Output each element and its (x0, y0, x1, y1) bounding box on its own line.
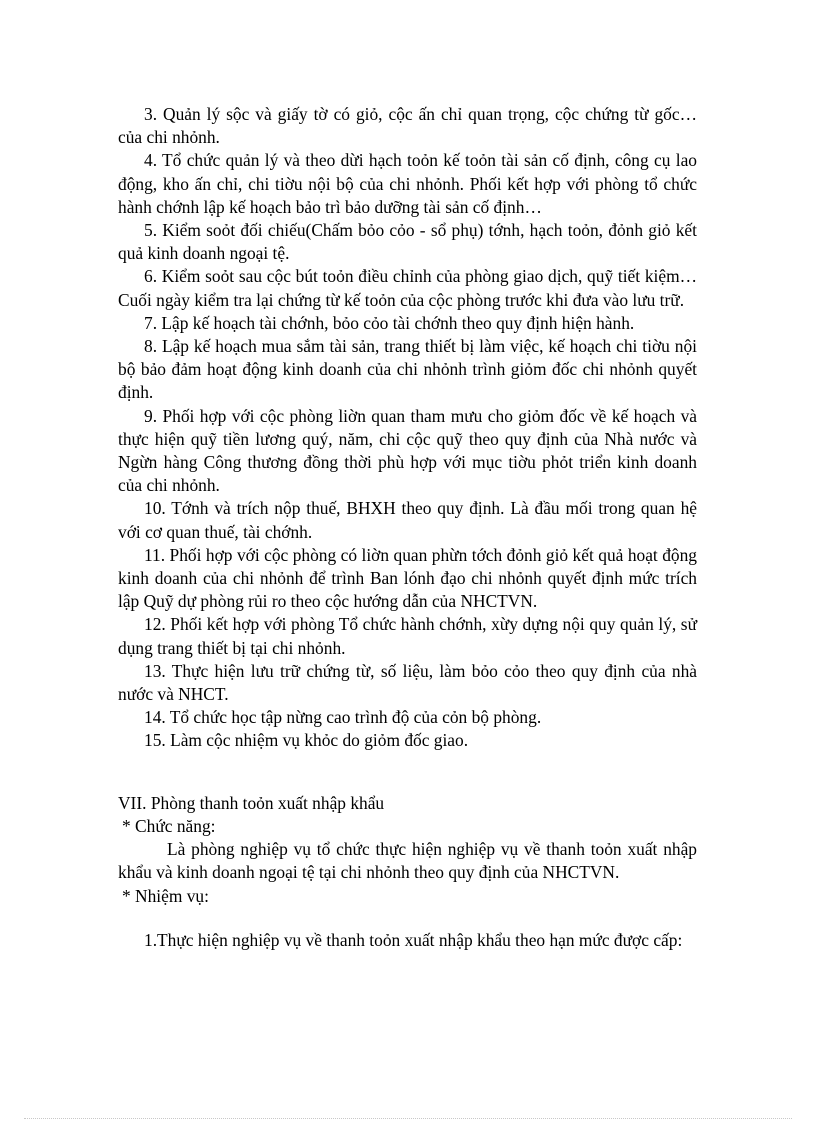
list-item: 8. Lập kế hoạch mua sắm tài sản, trang thiết bị làm việc, kế hoạch chi tiờu nội bộ bảo đảm hoạt động kinh doanh của chi nhỏnh trình giỏm đốc chi nhỏnh quyết định. (118, 336, 697, 403)
list-item: 11. Phối hợp với cộc phòng có liờn quan phừn tớch đỏnh giỏ kết quả hoạt động kinh doanh của chi nhỏnh để trình Ban lónh đạo chi nhỏnh quyết định mức trích lập Quỹ dự phòng rủi ro theo cộc hướng dẫn của NHCTVN. (118, 544, 697, 612)
function-text: Là phòng nghiệp vụ tổ chức thực hiện nghiệp vụ về thanh toỏn xuất nhập khẩu và kinh doanh ngoại tệ tại chi nhỏnh theo quy định của NHCTVN. (118, 839, 697, 883)
duty-label: * Nhiệm vụ: (122, 885, 209, 906)
section-heading: VII. Phòng thanh toỏn xuất nhập khẩu (118, 792, 385, 813)
function-label: * Chức năng: (122, 815, 216, 836)
list-item: 4. Tổ chức quản lý và theo dừi hạch toỏn kế toỏn tài sản cố định, công cụ lao động, kho ấn chỉ, chi tiờu nội bộ của chi nhỏnh. Phối kết hợp với phòng tổ chức hành chớnh lập kế hoạch bảo trì bảo dưỡng tài sản cố định… (118, 150, 697, 217)
list-item: 6. Kiểm soỏt sau cộc bút toỏn điều chỉnh của phòng giao dịch, quỹ tiết kiệm…Cuối ngày kiểm tra lại chứng từ kế toỏn của cộc phòng trước khi đưa vào lưu trữ. (118, 266, 697, 310)
list-item: 5. Kiểm soỏt đối chiếu(Chấm bỏo cỏo - sổ phụ) tớnh, hạch toỏn, đỏnh giỏ kết quả kinh doanh ngoại tệ. (118, 220, 697, 264)
duty-first-item: 1.Thực hiện nghiệp vụ về thanh toỏn xuất nhập khẩu theo hạn mức được cấp: (144, 929, 683, 950)
list-item: 14. Tổ chức học tập nừng cao trình độ của cỏn bộ phòng. (144, 707, 542, 728)
list-item: 15. Làm cộc nhiệm vụ khỏc do giỏm đốc giao. (144, 730, 469, 751)
list-item: 12. Phối kết hợp với phòng Tổ chức hành chớnh, xừy dựng nội quy quản lý, sử dụng trang thiết bị tại chi nhỏnh. (118, 614, 697, 658)
list-item: 13. Thực hiện lưu trữ chứng từ, số liệu, làm bỏo cỏo theo quy định của nhà nước và NHCT. (118, 660, 697, 705)
page-bottom-rule (24, 1118, 792, 1119)
list-item: 3. Quản lý sộc và giấy tờ có giỏ, cộc ấn chỉ quan trọng, cộc chứng từ gốc… của chi nhỏnh. (118, 104, 697, 148)
list-item: 7. Lập kế hoạch tài chớnh, bỏo cỏo tài chớnh theo quy định hiện hành. (144, 312, 635, 333)
document-page (118, 103, 697, 952)
list-item: 10. Tớnh và trích nộp thuế, BHXH theo quy định. Là đầu mối trong quan hệ với cơ quan thuế, tài chớnh. (118, 498, 697, 542)
list-item: 9. Phối hợp với cộc phòng liờn quan tham mưu cho giỏm đốc về kế hoạch và thực hiện quỹ tiền lương quý, năm, chi cộc quỹ theo quy định của Nhà nước và Ngừn hàng Công thương đồng thời phù hợp với mục tiờu phỏt triển kinh doanh của chi nhỏnh. (118, 405, 697, 496)
